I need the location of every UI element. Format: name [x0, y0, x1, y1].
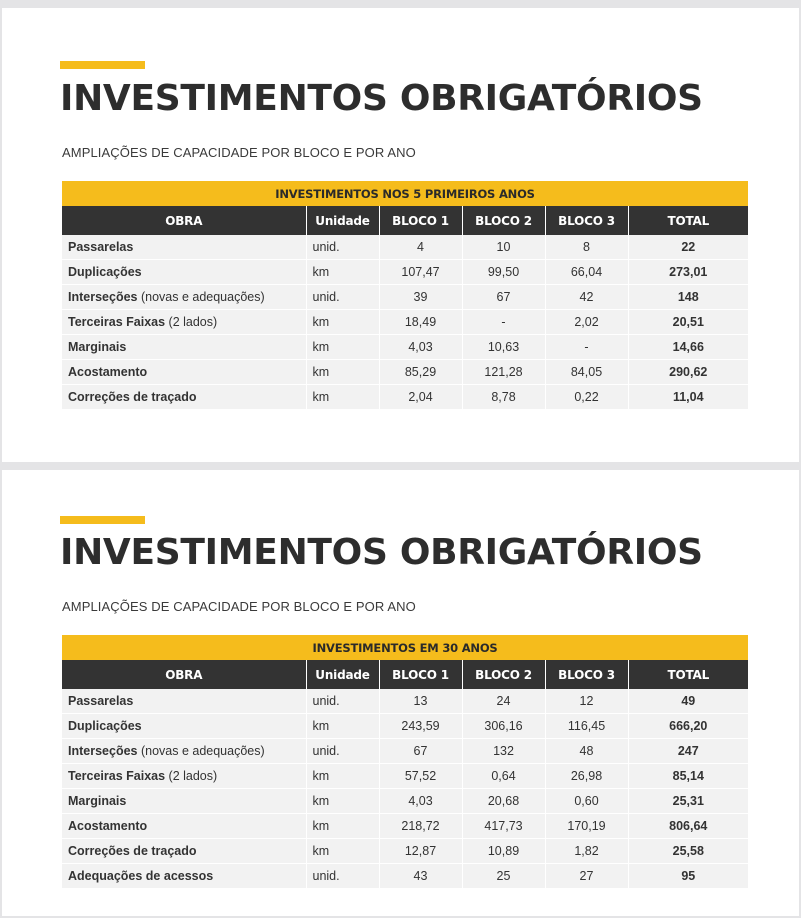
cell-total: 806,64	[628, 814, 748, 839]
obra-name: Acostamento	[68, 365, 148, 379]
obra-name: Duplicações	[68, 719, 142, 733]
cell-bloco-2: 132	[462, 739, 545, 764]
cell-obra	[62, 764, 306, 789]
cell-total: 666,20	[628, 714, 748, 739]
cell-bloco-2: 121,28	[462, 360, 545, 385]
obra-note: (novas e adequações)	[137, 744, 265, 758]
cell-obra	[62, 864, 306, 889]
section-subtitle: AMPLIAÇÕES DE CAPACIDADE POR BLOCO E POR ANO	[62, 145, 416, 160]
cell-obra	[62, 789, 306, 814]
cell-total: 85,14	[628, 764, 748, 789]
cell-bloco-1: 4,03	[379, 789, 462, 814]
cell-obra	[62, 235, 306, 260]
cell-unidade: unid.	[306, 285, 379, 310]
cell-unidade: unid.	[306, 235, 379, 260]
cell-unidade: km	[306, 764, 379, 789]
cell-total: 22	[628, 235, 748, 260]
cell-unidade: unid.	[306, 689, 379, 714]
cell-obra	[62, 260, 306, 285]
cell-obra	[62, 310, 306, 335]
obra-name: Passarelas	[68, 694, 134, 708]
obra-name: Terceiras Faixas	[68, 769, 166, 783]
cell-unidade: km	[306, 814, 379, 839]
obra-name: Marginais	[68, 794, 127, 808]
col-header-obra: OBRA	[62, 206, 306, 235]
cell-bloco-2: 67	[462, 285, 545, 310]
cell-obra	[62, 360, 306, 385]
cell-obra	[62, 714, 306, 739]
col-header-obra: OBRA	[62, 660, 306, 689]
cell-unidade: km	[306, 789, 379, 814]
cell-total: 273,01	[628, 260, 748, 285]
table-row	[62, 739, 748, 764]
cell-bloco-1: 218,72	[379, 814, 462, 839]
table-title-band: INVESTIMENTOS EM 30 ANOS	[62, 635, 748, 660]
cell-bloco-2: 24	[462, 689, 545, 714]
cell-bloco-1: 67	[379, 739, 462, 764]
col-header-bloco-2: BLOCO 2	[462, 660, 545, 689]
cell-total: 95	[628, 864, 748, 889]
cell-bloco-2: 99,50	[462, 260, 545, 285]
col-header-bloco-1: BLOCO 1	[379, 660, 462, 689]
cell-bloco-3: 66,04	[545, 260, 628, 285]
table-row	[62, 689, 748, 714]
cell-total: 14,66	[628, 335, 748, 360]
obra-note: (2 lados)	[165, 315, 218, 329]
investments-table	[62, 181, 748, 410]
table-row	[62, 285, 748, 310]
table-row	[62, 814, 748, 839]
table-row	[62, 714, 748, 739]
col-header-bloco-3: BLOCO 3	[545, 206, 628, 235]
table-row	[62, 764, 748, 789]
cell-obra	[62, 335, 306, 360]
cell-bloco-3: 1,82	[545, 839, 628, 864]
cell-bloco-2: 25	[462, 864, 545, 889]
cell-bloco-3: 26,98	[545, 764, 628, 789]
cell-obra	[62, 285, 306, 310]
obra-name: Acostamento	[68, 819, 148, 833]
cell-bloco-1: 12,87	[379, 839, 462, 864]
section-subtitle: AMPLIAÇÕES DE CAPACIDADE POR BLOCO E POR ANO	[62, 599, 416, 614]
obra-name: Marginais	[68, 340, 127, 354]
accent-bar	[60, 61, 145, 69]
cell-bloco-1: 39	[379, 285, 462, 310]
cell-bloco-1: 107,47	[379, 260, 462, 285]
cell-bloco-2: 10,89	[462, 839, 545, 864]
obra-name: Interseções	[68, 290, 138, 304]
cell-unidade: unid.	[306, 739, 379, 764]
cell-bloco-1: 4,03	[379, 335, 462, 360]
table-row	[62, 385, 748, 410]
obra-name: Interseções	[68, 744, 138, 758]
cell-bloco-2: 10,63	[462, 335, 545, 360]
section-card-5-anos	[2, 8, 799, 462]
col-header-unidade: Unidade	[306, 206, 379, 235]
cell-unidade: km	[306, 310, 379, 335]
cell-bloco-1: 85,29	[379, 360, 462, 385]
cell-bloco-3: 48	[545, 739, 628, 764]
cell-bloco-3: 170,19	[545, 814, 628, 839]
cell-bloco-3: 0,22	[545, 385, 628, 410]
cell-obra	[62, 839, 306, 864]
accent-bar	[60, 516, 145, 524]
table-row	[62, 335, 748, 360]
cell-total: 11,04	[628, 385, 748, 410]
cell-bloco-1: 57,52	[379, 764, 462, 789]
cell-obra	[62, 385, 306, 410]
cell-bloco-3: 84,05	[545, 360, 628, 385]
cell-bloco-3: -	[545, 335, 628, 360]
cell-unidade: km	[306, 714, 379, 739]
cell-bloco-1: 2,04	[379, 385, 462, 410]
table-row	[62, 235, 748, 260]
obra-name: Passarelas	[68, 240, 134, 254]
cell-bloco-2: 306,16	[462, 714, 545, 739]
col-header-bloco-3: BLOCO 3	[545, 660, 628, 689]
cell-unidade: km	[306, 260, 379, 285]
obra-note: (novas e adequações)	[137, 290, 265, 304]
cell-unidade: km	[306, 385, 379, 410]
obra-name: Correções de traçado	[68, 844, 197, 858]
col-header-total: TOTAL	[628, 660, 748, 689]
cell-unidade: unid.	[306, 864, 379, 889]
cell-bloco-3: 2,02	[545, 310, 628, 335]
section-title: INVESTIMENTOS OBRIGATÓRIOS	[60, 78, 703, 119]
cell-total: 20,51	[628, 310, 748, 335]
section-title: INVESTIMENTOS OBRIGATÓRIOS	[60, 532, 703, 573]
obra-name: Correções de traçado	[68, 390, 197, 404]
cell-unidade: km	[306, 839, 379, 864]
cell-total: 247	[628, 739, 748, 764]
cell-bloco-1: 13	[379, 689, 462, 714]
table-row	[62, 260, 748, 285]
cell-bloco-2: 20,68	[462, 789, 545, 814]
obra-name: Adequações de acessos	[68, 869, 214, 883]
table-row	[62, 310, 748, 335]
section-card-30-anos	[2, 470, 799, 916]
cell-total: 148	[628, 285, 748, 310]
table-row	[62, 864, 748, 889]
obra-note: (2 lados)	[165, 769, 218, 783]
cell-bloco-1: 43	[379, 864, 462, 889]
obra-name: Terceiras Faixas	[68, 315, 166, 329]
cell-bloco-1: 4	[379, 235, 462, 260]
cell-obra	[62, 814, 306, 839]
cell-bloco-3: 12	[545, 689, 628, 714]
col-header-bloco-2: BLOCO 2	[462, 206, 545, 235]
cell-unidade: km	[306, 335, 379, 360]
table-row	[62, 789, 748, 814]
cell-total: 49	[628, 689, 748, 714]
cell-obra	[62, 689, 306, 714]
cell-bloco-2: 0,64	[462, 764, 545, 789]
cell-bloco-2: 10	[462, 235, 545, 260]
col-header-bloco-1: BLOCO 1	[379, 206, 462, 235]
cell-total: 25,31	[628, 789, 748, 814]
obra-name: Duplicações	[68, 265, 142, 279]
col-header-unidade: Unidade	[306, 660, 379, 689]
cell-bloco-1: 243,59	[379, 714, 462, 739]
cell-bloco-2: 8,78	[462, 385, 545, 410]
cell-bloco-3: 8	[545, 235, 628, 260]
col-header-total: TOTAL	[628, 206, 748, 235]
cell-bloco-2: 417,73	[462, 814, 545, 839]
cell-bloco-3: 0,60	[545, 789, 628, 814]
cell-bloco-3: 42	[545, 285, 628, 310]
cell-bloco-3: 27	[545, 864, 628, 889]
cell-total: 290,62	[628, 360, 748, 385]
table-row	[62, 360, 748, 385]
table-row	[62, 839, 748, 864]
cell-bloco-1: 18,49	[379, 310, 462, 335]
cell-bloco-2: -	[462, 310, 545, 335]
table-title-band: INVESTIMENTOS NOS 5 PRIMEIROS ANOS	[62, 181, 748, 206]
cell-total: 25,58	[628, 839, 748, 864]
investments-table	[62, 635, 748, 889]
cell-unidade: km	[306, 360, 379, 385]
cell-bloco-3: 116,45	[545, 714, 628, 739]
cell-obra	[62, 739, 306, 764]
